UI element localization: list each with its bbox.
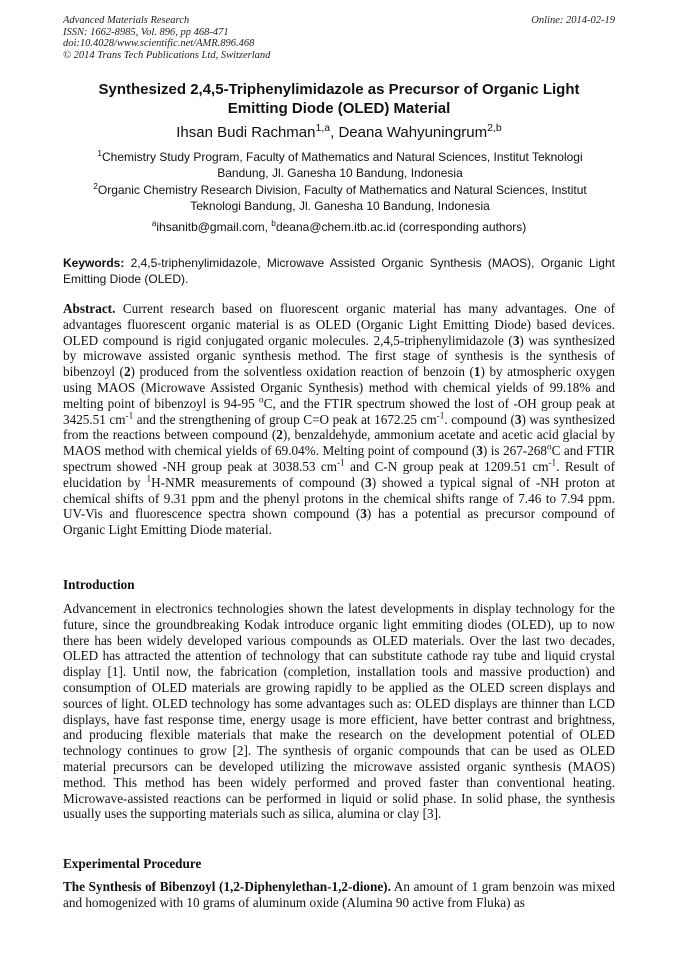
affiliation-2-line-1: Organic Chemistry Research Division, Faculty of Mathematics and Natural Sciences, Institut xyxy=(97,183,587,197)
compound-ref: 3 xyxy=(365,474,372,490)
abstract-label: Abstract. xyxy=(63,301,116,316)
abstract-text: H-NMR measurements of compound ( xyxy=(151,474,366,490)
author-2-affiliation-mark: 2,b xyxy=(487,122,502,134)
experimental-subheading: The Synthesis of Bibenzoyl (1,2-Diphenylethan-1,2-dione). xyxy=(63,879,391,894)
email-1-mark: a xyxy=(151,218,157,228)
affiliation-1-line-1: Chemistry Study Program, Faculty of Mathematics and Natural Sciences, Institut Teknologi xyxy=(102,150,583,164)
affiliation-1-line-2: Bandung, Jl. Ganesha 10 Bandung, Indonesia xyxy=(217,165,463,180)
degree-mark: o xyxy=(546,441,552,452)
author-2: Deana Wahyuningrum xyxy=(338,124,488,141)
author-1: Ihsan Budi Rachman xyxy=(176,124,316,141)
author-separator: , xyxy=(330,124,339,141)
abstract-text: ) has a potential as precursor compound of Organic Light Emitting Diode material. xyxy=(63,506,615,538)
journal-name: Advanced Materials Research xyxy=(63,15,190,26)
abstract-text: ) showed a typical signal of -NH proton at chemical shifts of 9.31 ppm and the phenyl protons in the chemical shifts range of 7.46 to 7.94 ppm. UV-Vis and fluorescence spectra shown compound ( xyxy=(63,474,615,522)
introduction-heading: Introduction xyxy=(63,577,135,592)
journal-doi: doi:10.4028/www.scientific.net/AMR.896.468 xyxy=(63,38,255,49)
abstract-text: and the strengthening of group C=O peak at 1672.25 cm xyxy=(133,411,437,427)
isotope-mark: 1 xyxy=(146,473,152,484)
compound-ref: 3 xyxy=(512,332,520,348)
keywords xyxy=(63,256,615,287)
abstract-text: ) produced from the solventless oxidation reaction of benzoin ( xyxy=(130,364,474,380)
introduction-paragraph: Advancement in electronics technologies shown the latest developments in display technology for the future, since the groundbreaking Kodak introduce organic light emmiting diodes (OLED), up to now there has been widely developed various compounds as OLED materials. Over the last two decades, OLED has attracted the attention of technology that can substitute cathode ray tube and liquid crystal display [1]. Until now, the fabrication (completion, installation tools and massive production) and consumption of OLED materials are growing rapidly to be applied as the OLED screen displays and sources of light. OLED technology has some advantages such as: OLED displays are thinner than LCD displays, have fast response time, energy usage is more efficient, have better contrast and brightness, and producing flexible materials that make the research on the development potential of OLED technology continues to grow [2]. The synthesis of organic compounds that can be used as OLED material precursors can be developed utilizing the microwave assisted organic synthesis (MAOS) method. This method has been widely performed and proved faster than conventional heating. Microwave-assisted reactions can be performed in liquid or solid phase. In solid phase, the synthesis usually uses the supporting materials such as silica, alumina or clay [3]. xyxy=(63,601,615,822)
experimental-text: An amount of 1 gram benzoin was mixed and homogenized with 10 grams of aluminum oxide (Alumina 90 active from Fluka) as xyxy=(63,879,615,910)
abstract-text: ) by atmospheric oxygen using MAOS (Microwave Assisted Organic Synthesis) method with chemical yields of 99.18% and melting point of bibenzoyl is 94-95 xyxy=(63,364,615,411)
degree-mark: o xyxy=(259,394,264,405)
abstract-text: C and FTIR spectrum showed -NH group peak at 3038.53 cm xyxy=(63,443,615,474)
abstract-text: . Result of elucidation by xyxy=(63,458,615,490)
author-1-affiliation-mark: 1,a xyxy=(315,122,331,134)
online-date: Online: 2014-02-19 xyxy=(531,15,615,26)
abstract-text: C, and the FTIR spectrum showed the lost of -OH group peak at 3425.51 cm xyxy=(63,395,616,427)
email-2: deana@chem.itb.ac.id (corresponding authors) xyxy=(275,220,527,234)
abstract-text: ) was synthesized from the reactions between compound ( xyxy=(63,411,615,443)
compound-ref: 2 xyxy=(123,364,131,380)
keywords-text: 2,4,5-triphenylimidazole, Microwave Assisted Organic Synthesis (MAOS), Organic Light Emitting Diode (OLED). xyxy=(63,256,615,286)
affiliation-1-mark: 1 xyxy=(97,148,102,158)
author-list xyxy=(63,124,615,142)
email-1: ihsanitb@gmail.com, xyxy=(156,220,272,234)
compound-ref: 3 xyxy=(360,506,367,522)
paper-title-line-1: Synthesized 2,4,5-Triphenylimidazole as Precursor of Organic Light xyxy=(98,81,580,98)
affiliation-2 xyxy=(80,183,600,214)
keywords-label: Keywords: xyxy=(63,256,125,270)
journal-header xyxy=(63,15,615,61)
affiliation-1 xyxy=(80,150,600,181)
paper-title-line-2: Emitting Diode (OLED) Material xyxy=(227,100,451,117)
email-2-mark: b xyxy=(271,218,276,228)
abstract-text: ), benzaldehyde, ammonium acetate and acetic acid glacial by MAOS method with chemical yields of 69.04%. Melting point of compound ( xyxy=(63,427,615,459)
affiliation-2-mark: 2 xyxy=(93,181,98,191)
abstract-text: ) was synthesized by microwave assisted organic synthesis method. The first stage of synthesis is the synthesis of bibenzoyl ( xyxy=(63,332,615,380)
experimental-heading: Experimental Procedure xyxy=(63,856,202,871)
unit-exponent: -1 xyxy=(337,457,345,468)
paper-title xyxy=(63,80,615,118)
abstract-text: ) is 267-268 xyxy=(482,443,547,459)
compound-ref: 2 xyxy=(276,427,283,443)
unit-exponent: -1 xyxy=(125,410,134,421)
unit-exponent: -1 xyxy=(436,410,445,421)
abstract-text: Current research based on fluorescent organic material has many advantages. One of advantages fluorescent organic material is as OLED (Organic Light Emitting Diode) based devices. OLED compound is rigid conjugated organic molecules. 2,4,5-triphenylimidazole ( xyxy=(63,301,615,348)
experimental-paragraph xyxy=(63,879,615,911)
journal-issn: ISSN: 1662-8985, Vol. 896, pp 468-471 xyxy=(63,26,229,38)
journal-copyright: © 2014 Trans Tech Publications Ltd, Switzerland xyxy=(63,49,271,61)
abstract-text: and C-N group peak at 1209.51 cm xyxy=(344,458,549,474)
compound-ref: 3 xyxy=(476,443,483,459)
abstract-text: . compound ( xyxy=(444,411,515,427)
compound-ref: 3 xyxy=(514,411,522,427)
affiliation-2-line-2: Teknologi Bandung, Jl. Ganesha 10 Bandung, Indonesia xyxy=(190,198,490,213)
abstract xyxy=(63,301,615,538)
unit-exponent: -1 xyxy=(548,457,557,468)
compound-ref: 1 xyxy=(473,364,481,380)
author-emails xyxy=(63,220,615,235)
